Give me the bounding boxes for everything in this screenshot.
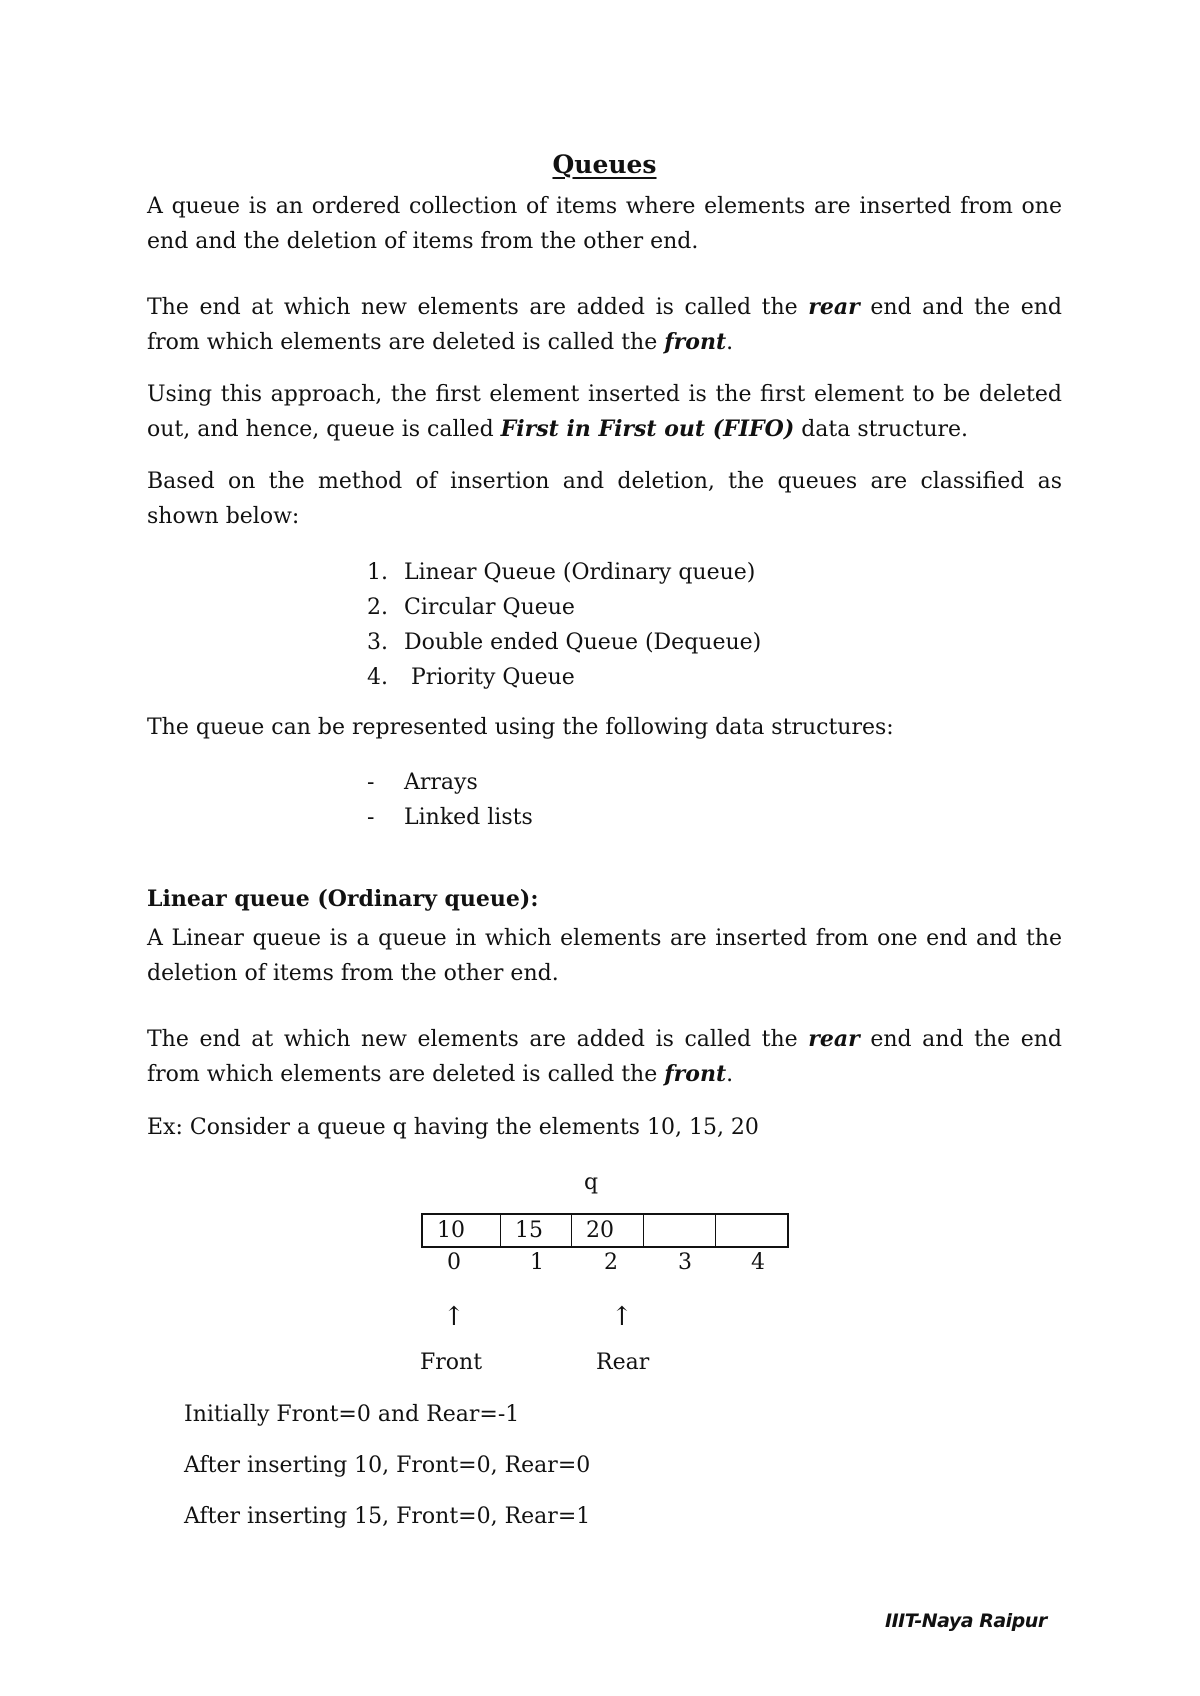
trace-note: Initially Front=0 and Rear=-1	[184, 1402, 520, 1427]
front-term: front	[664, 329, 727, 355]
intro-paragraph-1: A queue is an ordered collection of items where elements are inserted from one end and the deletion of items from the other end.	[147, 194, 1062, 254]
list-item-label: Double ended Queue (Dequeue)	[404, 630, 762, 655]
page-title: Queues	[552, 150, 657, 179]
queue-cell	[716, 1215, 787, 1246]
list-item-label: Linked lists	[404, 805, 533, 830]
text-run: end and the end from which elements are deleted is called the	[147, 295, 1062, 355]
trace-note: After inserting 10, Front=0, Rear=0	[184, 1453, 591, 1478]
queue-array	[421, 1213, 789, 1248]
linear-paragraph-1: A Linear queue is a queue in which elements are inserted from one end and the deletion of items from the other end.	[147, 926, 1062, 986]
queue-diagram	[147, 0, 1062, 1696]
queue-cell: 10	[423, 1215, 501, 1246]
intro-paragraph-4: Based on the method of insertion and deletion, the queues are classified as shown below:	[147, 469, 1062, 529]
list-item-label: Linear Queue (Ordinary queue)	[404, 560, 756, 585]
text-run: .	[726, 1062, 734, 1087]
list-number: 3.	[367, 630, 388, 655]
text-run: .	[726, 330, 734, 355]
list-item-label: Circular Queue	[404, 595, 575, 620]
queue-cell	[644, 1215, 716, 1246]
queue-cell: 20	[572, 1215, 644, 1246]
text-run: end and the end from which elements are deleted is called the	[147, 1027, 1062, 1087]
list-item-label: Priority Queue	[404, 665, 575, 690]
text-run: The end at which new elements are added is called the	[147, 295, 809, 320]
list-number: 4.	[367, 665, 388, 690]
queue-index: 4	[751, 1250, 765, 1275]
queue-index: 3	[678, 1250, 692, 1275]
rear-term: rear	[808, 294, 860, 320]
text-run: Using this approach, the first element inserted is the first element to be deleted out, and hence, queue is called	[147, 382, 1062, 442]
queue-name-label: q	[584, 1170, 599, 1195]
trace-note: After inserting 15, Front=0, Rear=1	[184, 1504, 591, 1529]
queue-index: 1	[530, 1250, 544, 1275]
fifo-term: First in First out (FIFO)	[500, 416, 795, 442]
front-arrow-icon: ↑	[443, 1302, 465, 1332]
text-run: data structure.	[794, 417, 969, 442]
front-pointer-label: Front	[420, 1350, 483, 1375]
text-run: The end at which new elements are added is called the	[147, 1027, 809, 1052]
list-bullet: -	[367, 805, 375, 830]
front-term: front	[664, 1061, 727, 1087]
rear-arrow-icon: ↑	[611, 1302, 633, 1332]
rear-pointer-label: Rear	[596, 1350, 650, 1375]
list-number: 1.	[367, 560, 388, 585]
queue-index: 0	[447, 1250, 461, 1275]
queue-index: 2	[604, 1250, 618, 1275]
list-item-label: Arrays	[404, 770, 478, 795]
queue-cell: 15	[501, 1215, 572, 1246]
linear-queue-heading: Linear queue (Ordinary queue):	[147, 886, 539, 912]
institution-footer: IIIT-Naya Raipur	[885, 1610, 1047, 1632]
list-number: 2.	[367, 595, 388, 620]
representation-intro: The queue can be represented using the following data structures:	[147, 715, 894, 740]
list-bullet: -	[367, 770, 375, 795]
example-text: Ex: Consider a queue q having the elements 10, 15, 20	[147, 1115, 759, 1140]
rear-term: rear	[808, 1026, 860, 1052]
